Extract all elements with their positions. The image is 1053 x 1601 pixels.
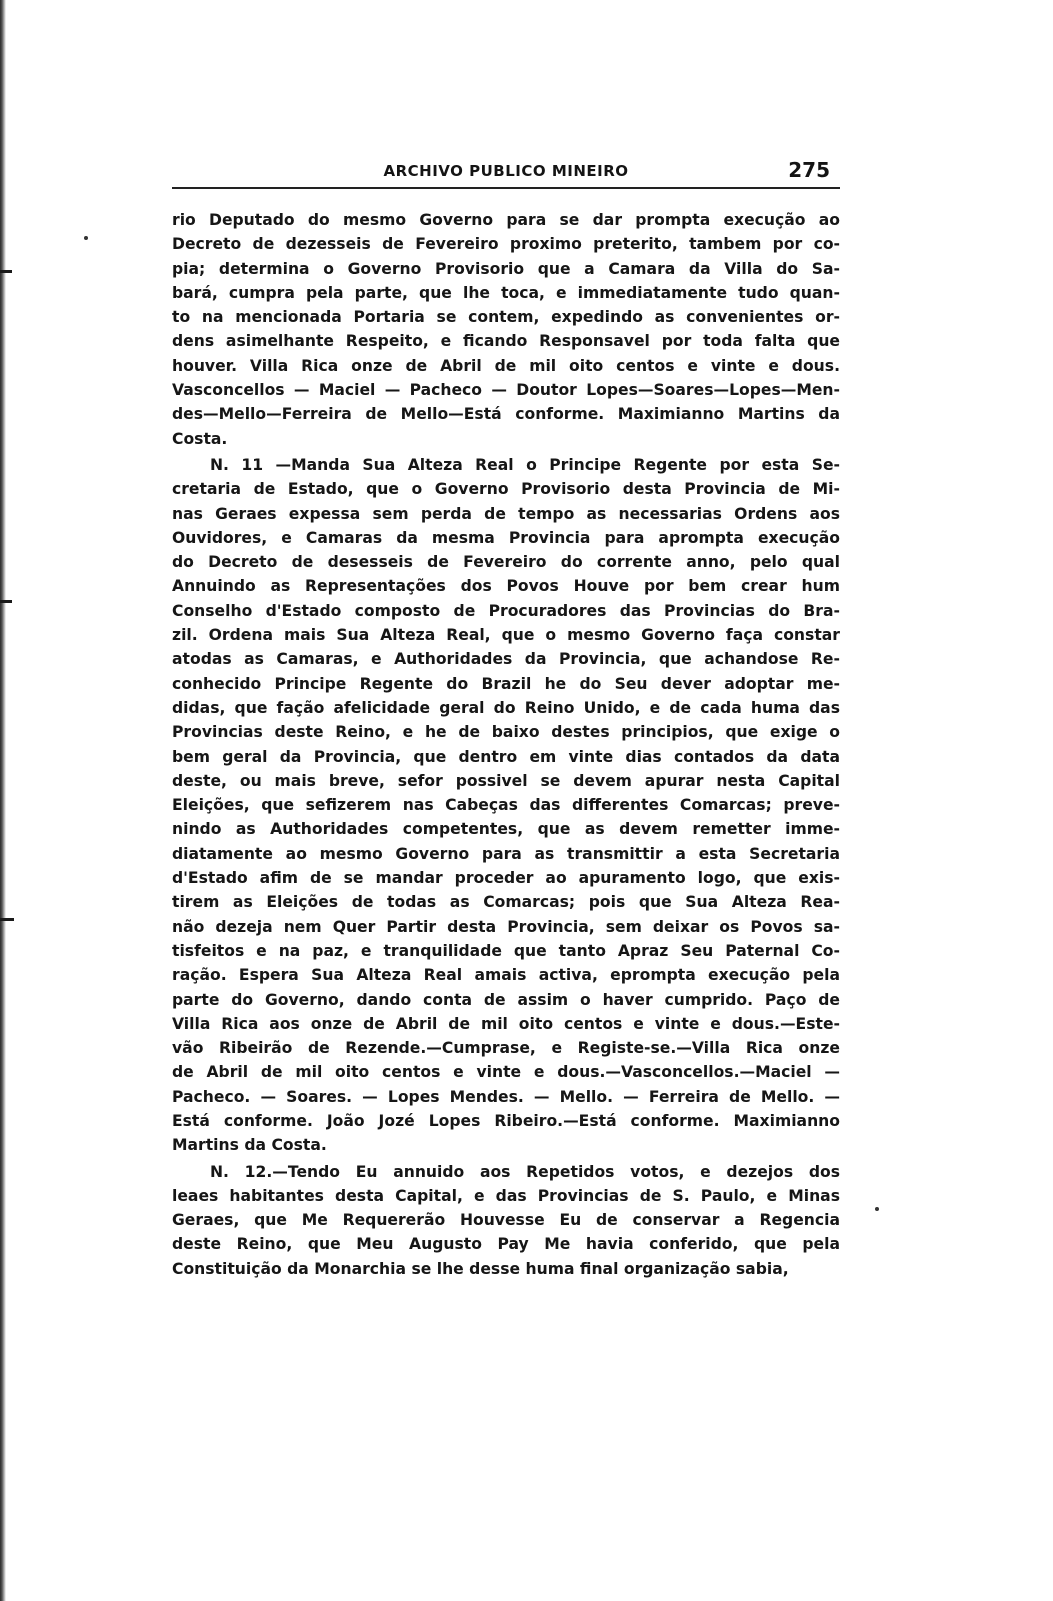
text-line: de Abril de mil oito centos e vinte e dous.—Vasconcellos.—Maciel — (172, 1063, 840, 1082)
text-line: dens asimelhante Respeito, e ficando Responsavel por toda falta que (172, 332, 840, 351)
text-line: ração. Espera Sua Alteza Real amais activa, eprompta execução pela (172, 966, 840, 985)
text-line: tirem as Eleições de todas as Comarcas; pois que Sua Alteza Rea- (172, 893, 840, 912)
text-line: didas, que fação afelicidade geral do Reino Unido, e de cada huma das (172, 698, 840, 717)
text-line: tisfeitos e na paz, e tranquilidade que tanto Apraz Seu Paternal Co- (172, 941, 840, 960)
text-line: deste Reino, que Meu Augusto Pay Me havia conferido, que pela (172, 1235, 840, 1254)
text-line: bará, cumpra pela parte, que lhe toca, e immediatamente tudo quan- (172, 283, 840, 302)
text-line: Decreto de dezesseis de Fevereiro proximo preterito, tambem por co- (172, 235, 840, 254)
text-line: Annuindo as Representações dos Povos Houve por bem crear hum (172, 577, 840, 596)
scan-speck (84, 236, 88, 240)
page-number: 275 (788, 158, 830, 182)
scan-edge-mark (0, 270, 12, 273)
running-head (172, 156, 840, 190)
text-line: não dezeja nem Quer Partir desta Provincia, sem deixar os Povos sa- (172, 917, 840, 936)
text-line: Geraes, que Me Requererão Houvesse Eu de conservar a Regencia (172, 1211, 840, 1230)
text-line: cretaria de Estado, que o Governo Provisorio desta Provincia de Mi- (172, 480, 840, 499)
text-line: zil. Ordena mais Sua Alteza Real, que o mesmo Governo faça constar (172, 626, 840, 645)
text-line: d'Estado afim de se mandar proceder ao apuramento logo, que exis- (172, 869, 840, 888)
paragraph-p3 (172, 1160, 840, 1281)
text-line: to na mencionada Portaria se contem, expedindo as convenientes or- (172, 308, 840, 327)
text-line: Ouvidores, e Camaras da mesma Provincia para aprompta execução (172, 528, 840, 547)
text-line: Está conforme. João Jozé Lopes Ribeiro.—Está conforme. Maximianno (172, 1111, 840, 1130)
text-line: Eleições, que sefizerem nas Cabeças das differentes Comarcas; preve- (172, 796, 840, 815)
text-line: des—Mello—Ferreira de Mello—Está conforme. Maximianno Martins da (172, 405, 840, 424)
text-line: houver. Villa Rica onze de Abril de mil oito centos e vinte e dous. (172, 356, 840, 375)
text-line: leaes habitantes desta Capital, e das Provincias de S. Paulo, e Minas (172, 1186, 840, 1205)
text-line: Provincias deste Reino, e he de baixo destes principios, que exige o (172, 723, 840, 742)
text-line: pia; determina o Governo Provisorio que a Camara da Villa do Sa- (172, 259, 840, 278)
text-line: Pacheco. — Soares. — Lopes Mendes. — Mello. — Ferreira de Mello. — (172, 1087, 840, 1106)
text-line: Vasconcellos — Maciel — Pacheco — Doutor Lopes—Soares—Lopes—Men- (172, 381, 840, 400)
text-line: conhecido Principe Regente do Brazil he do Seu dever adoptar me- (172, 674, 840, 693)
paragraph-p2 (172, 453, 840, 1158)
text-line: rio Deputado do mesmo Governo para se dar prompta execução ao (172, 211, 840, 229)
text-line: N. 12.—Tendo Eu annuido aos Repetidos votos, e dezejos dos (210, 1162, 840, 1181)
text-line: Martins da Costa. (172, 1136, 327, 1155)
text-line: do Decreto de desesseis de Fevereiro do corrente anno, pelo qual (172, 553, 840, 572)
text-line: parte do Governo, dando conta de assim o haver cumprido. Paço de (172, 990, 840, 1009)
text-line: vão Ribeirão de Rezende.—Cumprase, e Registe-se.—Villa Rica onze (172, 1039, 840, 1058)
text-line: nas Geraes expessa sem perda de tempo as necessarias Ordens aos (172, 504, 840, 523)
text-line: Costa. (172, 429, 228, 448)
running-title: ARCHIVO PUBLICO MINEIRO (383, 162, 629, 180)
text-line: nindo as Authoridades competentes, que as devem remetter imme- (172, 820, 840, 839)
text-line: deste, ou mais breve, sefor possivel se devem apurar nesta Capital (172, 771, 840, 790)
paragraph-p1 (172, 208, 840, 451)
text-line: Villa Rica aos onze de Abril de mil oito centos e vinte e dous.—Este- (172, 1014, 840, 1033)
text-line: diatamente ao mesmo Governo para as transmittir a esta Secretaria (172, 844, 840, 863)
scan-edge-mark (0, 918, 14, 921)
header-rule (172, 187, 840, 189)
scan-binding-edge (0, 0, 6, 1601)
scan-edge-mark (0, 600, 12, 603)
text-line: atodas as Camaras, e Authoridades da Provincia, que achandose Re- (172, 650, 840, 669)
scan-speck (875, 1207, 879, 1211)
body-text (172, 208, 840, 1281)
text-line: Conselho d'Estado composto de Procuradores das Provincias do Bra- (172, 601, 840, 620)
text-line: Constituição da Monarchia se lhe desse huma final organização sabia, (172, 1259, 789, 1278)
text-line: bem geral da Provincia, que dentro em vinte dias contados da data (172, 747, 840, 766)
text-line: N. 11 —Manda Sua Alteza Real o Principe Regente por esta Se- (210, 455, 840, 474)
